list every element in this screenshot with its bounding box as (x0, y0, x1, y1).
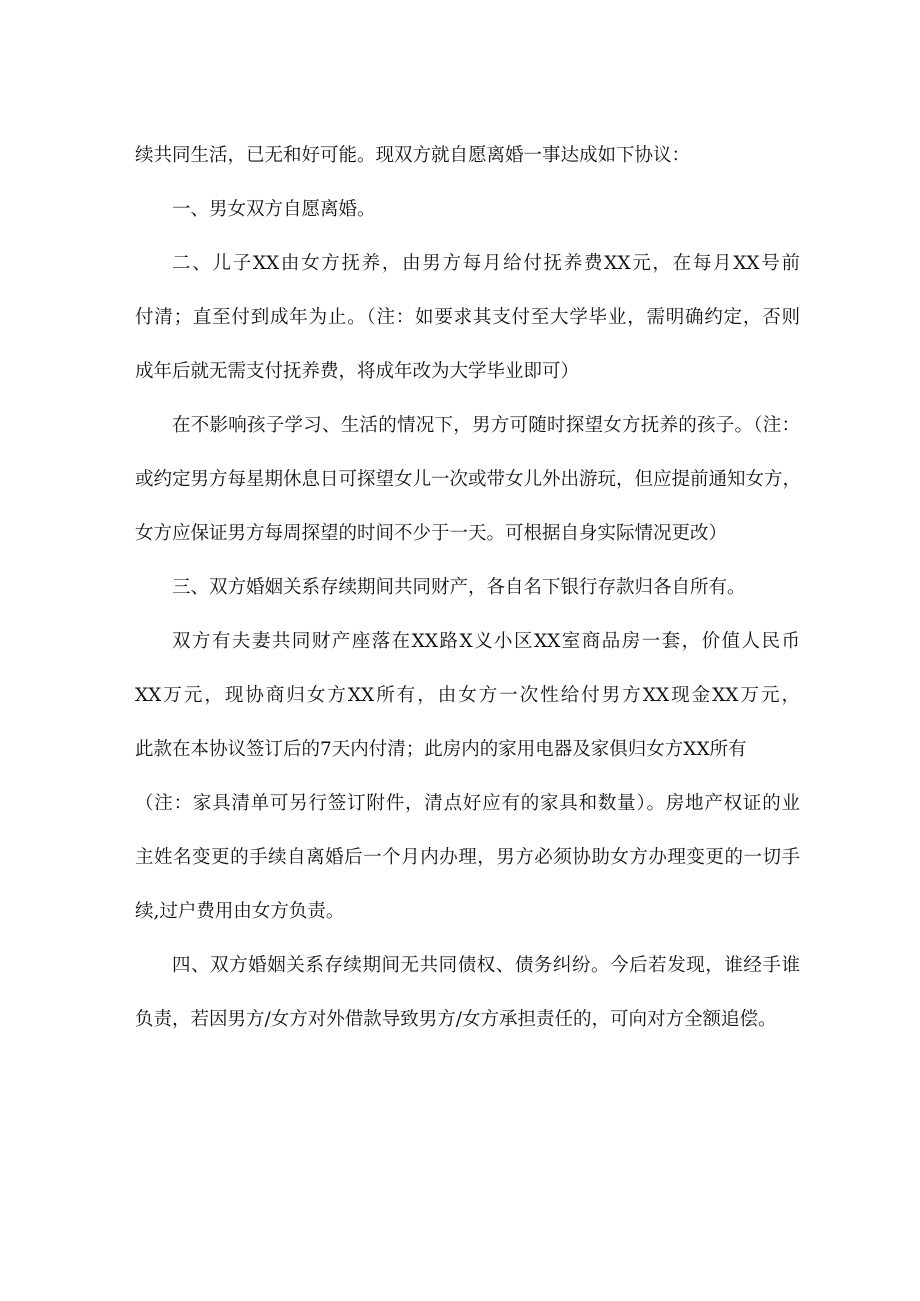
property-line-2: XX万元，现协商归女方XX所有，由女方一次性给付男方XX现金XX万元， (135, 685, 800, 706)
clause-4-line-1: 四、双方婚姻关系存续期间无共同债权、债务纠纷。今后若发现，谁经手谁 (172, 955, 800, 976)
clause-4-line-2: 负责，若因男方/女方对外借款导致男方/女方承担责任的，可向对方全额追偿。 (135, 1009, 777, 1030)
visitation-line-3: 女方应保证男方每周探望的时间不少于一天。可根据自身实际情况更改） (135, 523, 728, 544)
property-line-4: （注：家具清单可另行签订附件，清点好应有的家具和数量）。房地产权证的业 (135, 793, 800, 814)
visitation-line-2: 或约定男方每星期休息日可探望女儿一次或带女儿外出游玩，但应提前通知女方， (135, 469, 802, 490)
clause-2-line-1: 二、儿子XX由女方抚养，由男方每月给付抚养费XX元，在每月XX号前 (172, 253, 800, 274)
text-line: 续共同生活，已无和好可能。现双方就自愿离婚一事达成如下协议： (135, 145, 691, 166)
property-line-6: 续,过户费用由女方负责。 (135, 901, 345, 922)
property-line-5: 主姓名变更的手续自离婚后一个月内办理，男方必须协助女方办理变更的一切手 (135, 847, 800, 868)
clause-3: 三、双方婚姻关系存续期间共同财产，各自名下银行存款归各自所有。 (172, 577, 746, 598)
clause-2-line-2: 付清；直至付到成年为止。（注：如要求其支付至大学毕业，需明确约定，否则 (135, 307, 800, 328)
visitation-line-1: 在不影响孩子学习、生活的情况下，男方可随时探望女方抚养的孩子。（注： (172, 415, 800, 436)
document-body (135, 129, 800, 1047)
clause-2-line-3: 成年后就无需支付抚养费，将成年改为大学毕业即可） (135, 361, 580, 382)
property-line-1: 双方有夫妻共同财产座落在XX路X义小区XX室商品房一套，价值人民币 (172, 631, 800, 652)
property-line-3: 此款在本协议签订后的7天内付清；此房内的家用电器及家俱归女方XX所有 (135, 739, 747, 760)
clause-1: 一、男女双方自愿离婚。 (172, 199, 376, 220)
